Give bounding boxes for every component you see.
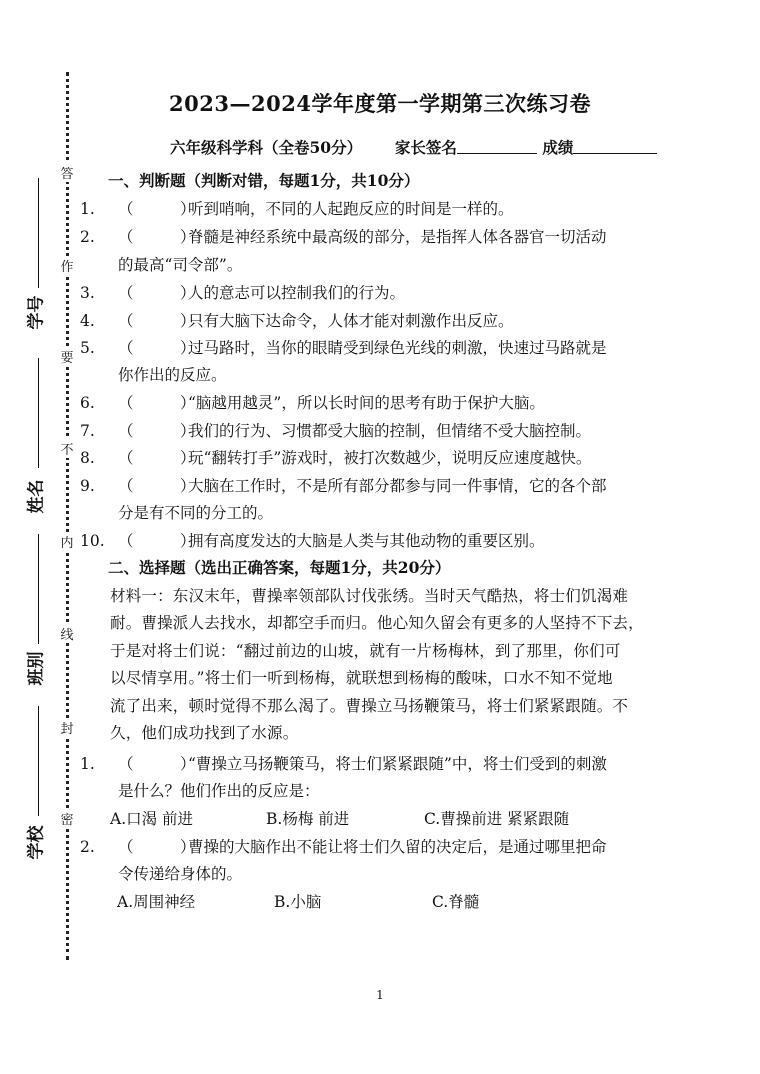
score-blank[interactable] [573, 139, 657, 154]
judge-question: 6. （ ）“脑越用越灵”，所以长时间的思考有助于保护大脑。 [80, 391, 545, 413]
page-title: 2023—2024学年度第一学期第三次练习卷 [169, 91, 591, 116]
answer-paren[interactable]: （ ） [118, 838, 196, 856]
material-line: 以尽情享用。”将士们一听到杨梅，就联想到杨梅的酸味，口水不知不觉地 [110, 669, 613, 687]
seal-char: 密 [58, 809, 76, 828]
school-line [38, 706, 39, 816]
answer-paren[interactable]: （ ） [118, 312, 196, 330]
judge-question: 5. （ ）过马路时，当你的眼睛受到绿色光线的刺激，快速过马路就是 [80, 336, 607, 358]
answer-paren[interactable]: （ ） [118, 449, 196, 467]
choice-question-cont: 是什么？他们作出的反应是： [118, 782, 320, 800]
section1-heading: 一、判断题（判断对错，每题1分，共10分） [108, 171, 420, 190]
parent-sign-label: 家长签名 [394, 138, 457, 157]
student-id-label: 学号 [26, 295, 47, 330]
seal-char: 作 [58, 256, 76, 275]
answer-paren[interactable]: （ ） [118, 284, 196, 302]
judge-question: 3. （ ）人的意志可以控制我们的行为。 [80, 281, 405, 303]
choice-option[interactable]: A.口渴 前进 [110, 810, 194, 828]
answer-paren[interactable]: （ ） [118, 228, 196, 246]
choice-option[interactable]: A.周围神经 [117, 893, 196, 911]
student-id-line [38, 178, 39, 288]
answer-paren[interactable]: （ ） [118, 339, 196, 357]
judge-question: 1. （ ）听到哨响，不同的人起跑反应的时间是一样的。 [80, 197, 514, 219]
subject-label: 六年级科学科（全卷50分） [170, 138, 363, 157]
class-label: 班别 [26, 651, 47, 686]
choice-question: 2. （ ）曹操的大脑作出不能让将士们久留的决定后，是通过哪里把命 [80, 835, 607, 857]
judge-question-cont: 你作出的反应。 [118, 366, 227, 384]
school-label: 学校 [26, 825, 47, 860]
choice-question-cont: 令传递给身体的。 [118, 865, 243, 883]
judge-question: 10. （ ）拥有高度发达的大脑是人类与其他动物的重要区别。 [80, 529, 545, 551]
seal-char: 答 [58, 163, 76, 182]
choice-option[interactable]: B.杨梅 前进 [266, 810, 350, 828]
page-number: 1 [376, 988, 384, 1002]
answer-paren[interactable]: （ ） [118, 394, 196, 412]
judge-question: 8. （ ）玩“翻转打手”游戏时，被打次数越少，说明反应速度越快。 [80, 446, 591, 468]
seal-char: 不 [58, 439, 76, 458]
name-label: 姓名 [26, 479, 47, 514]
class-line [38, 534, 39, 644]
answer-paren[interactable]: （ ） [118, 200, 196, 218]
choice-option[interactable]: B.小脑 [274, 893, 322, 911]
judge-question: 9. （ ）大脑在工作时，不是所有部分都参与同一件事情，它的各个部 [80, 474, 607, 496]
judge-question: 7. （ ）我们的行为、习惯都受大脑的控制，但情绪不受大脑控制。 [80, 419, 591, 441]
seal-char: 线 [58, 624, 76, 643]
choice-option[interactable]: C.脊髓 [432, 893, 480, 911]
score-label: 成绩 [542, 138, 574, 157]
material-line: 耐。曹操派人去找水，却都空手而归。他心知久留会有更多的人坚持不下去， [110, 614, 644, 632]
answer-paren[interactable]: （ ） [118, 477, 196, 495]
answer-paren[interactable]: （ ） [118, 422, 196, 440]
judge-question-cont: 分是有不同的分工的。 [118, 504, 274, 522]
material-line: 材料一：东汉末年，曹操率领部队讨伐张绣。当时天气酷热，将士们饥渴难 [110, 587, 629, 605]
choice-option[interactable]: C.曹操前进 紧紧跟随 [424, 810, 570, 828]
choice-question: 1. （ ）“曹操立马扬鞭策马，将士们紧紧跟随”中，将士们受到的刺激 [80, 752, 607, 774]
name-line [38, 358, 39, 468]
judge-question-cont: 的最高“司令部”。 [118, 256, 243, 274]
material-line: 久，他们成功找到了水源。 [110, 724, 299, 742]
subtitle-line [170, 136, 657, 158]
answer-paren[interactable]: （ ） [118, 532, 196, 550]
material-line: 流了出来，顿时觉得不那么渴了。曹操立马扬鞭策马，将士们紧紧跟随。不 [110, 697, 629, 715]
seal-char: 封 [58, 718, 76, 737]
seal-char: 内 [58, 532, 76, 551]
parent-sign-blank[interactable] [457, 139, 537, 154]
section2-heading: 二、选择题（选出正确答案，每题1分，共20分） [108, 558, 451, 577]
judge-question: 2. （ ）脊髓是神经系统中最高级的部分，是指挥人体各器官一切活动 [80, 225, 607, 247]
judge-question: 4. （ ）只有大脑下达命令，人体才能对刺激作出反应。 [80, 309, 514, 331]
material-line: 于是对将士们说：“翻过前边的山坡，就有一片杨梅林，到了那里，你们可 [110, 642, 621, 660]
seal-char: 要 [58, 347, 76, 366]
answer-paren[interactable]: （ ） [118, 755, 196, 773]
